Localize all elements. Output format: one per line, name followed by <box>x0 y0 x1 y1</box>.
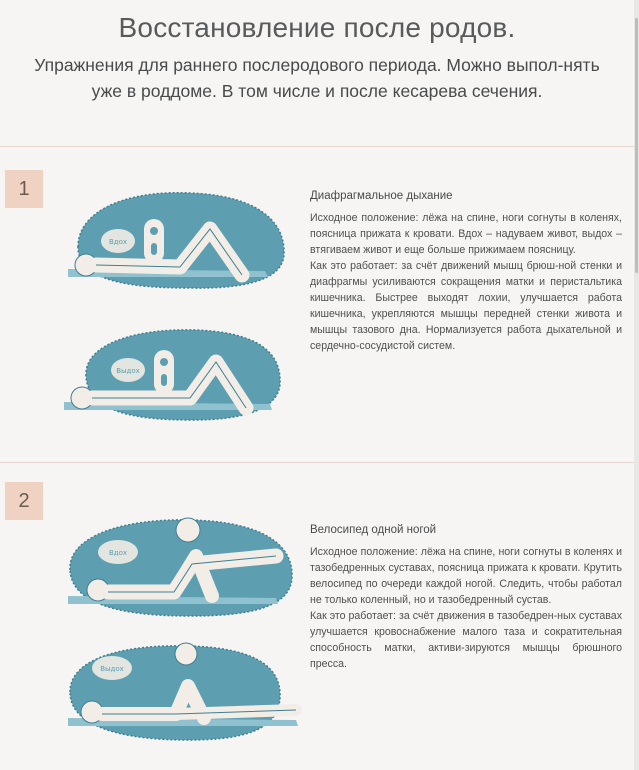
exercise-description-1 <box>310 188 622 354</box>
exercise-how-it-works: Как это работает: за счёт движений мышц брюш-ной стенки и диафрагмы усиливаются сокращения матки и перистальтика кишечника. Быстрее выходят лохии, улучшается работа кишечника, укрепляются мышцы передней стенки живота и мышцы тазового дна. Нормализуется работа дыхательной и сердечно-сосудистой систем. <box>310 260 622 352</box>
exercise-start-position: Исходное положение: лёжа на спине, ноги согнуты в коленях, поясница прижата к кровати. Вдох – надуваем живот, выдох – втягиваем живот и еще больше прижимаем поясницу. <box>310 212 622 256</box>
scrollbar-track[interactable] <box>634 0 639 770</box>
illustration-bicycle-1 <box>62 512 302 624</box>
exhale-label: Выдох <box>116 367 140 375</box>
exercise-start-position: Исходное положение: лёжа на спине, ноги согнуты в коленях и тазобедренных суставах, поясница прижата к кровати. Крутить велосипед по очереди каждой ногой. Следить, чтобы работал не только коленный, но и тазобедренный сустав. <box>310 546 622 606</box>
inhale-label: Вдох <box>108 238 128 246</box>
exhale-label: Выдох <box>100 665 124 673</box>
step-number-badge: 1 <box>5 170 43 208</box>
exercise-heading: Диафрагмальное дыхание <box>310 190 453 202</box>
illustration-breath-inhale <box>60 185 300 300</box>
page-title: Восстановление после родов. <box>118 12 516 43</box>
exercise-how-it-works: Как это работает: за счёт движения в тазобедрен-ных суставах улучшается кровоснабжение малого таза и сократительная способность матки, активи-зируются мышцы брюшного пресса. <box>310 610 622 670</box>
exercise-description-2 <box>310 522 622 672</box>
section-divider <box>0 462 634 463</box>
page-subtitle: Упражнения для раннего послеродового периода. Можно выпол-нять уже в роддоме. В том числе и после кесарева сечения. <box>34 55 600 101</box>
section-divider <box>0 146 634 147</box>
illustration-breath-exhale <box>60 316 300 436</box>
page-header <box>0 0 634 104</box>
scrollbar-thumb[interactable] <box>635 18 638 273</box>
inhale-label: Вдох <box>108 549 128 557</box>
illustration-bicycle-2 <box>64 636 304 748</box>
step-number-badge: 2 <box>5 482 43 520</box>
exercise-heading: Велосипед одной ногой <box>310 524 437 536</box>
